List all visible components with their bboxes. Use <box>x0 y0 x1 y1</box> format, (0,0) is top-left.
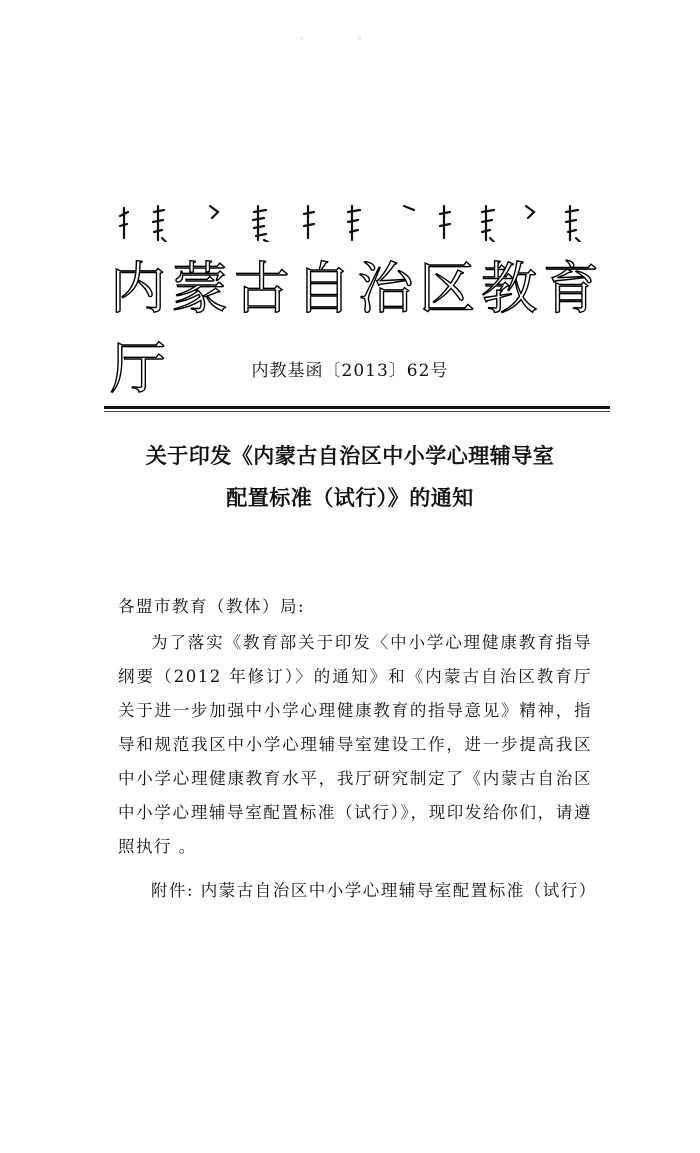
issuer-name-heading: 内蒙古自治区教育厅 <box>110 257 600 402</box>
notice-title-line-2: 配置标准（试行）》的通知 <box>226 486 474 510</box>
document-number: 内教基函〔2013〕62号 <box>251 361 449 381</box>
header-divider-thin <box>104 411 610 412</box>
notice-title-line-1: 关于印发《内蒙古自治区中小学心理辅导室 <box>145 444 555 468</box>
attachment-line: 附件: 内蒙古自治区中小学心理辅导室配置标准（试行） <box>151 881 597 900</box>
header-divider-thick <box>104 406 610 409</box>
mongolian-script-graphic <box>118 198 588 242</box>
scan-specks: · · <box>300 34 388 45</box>
body-paragraph: 为了落实《教育部关于印发〈中小学心理健康教育指导纲要（2012 年修订）〉的通知》和《内蒙古自治区教育厅关于进一步加强中小学心理健康教育的指导意见》精神，指导和规范我区中小学心理辅导室建设工作，进一步提高我区中小学心理健康教育水平，我厅研究制定了《内蒙古自治区中小学心理辅导室配置标准（试行）》，现印发给你们，请遵照执行 。 <box>118 633 592 856</box>
mongolian-script-header <box>118 198 588 242</box>
salutation: 各盟市教育（教体）局: <box>118 597 306 616</box>
